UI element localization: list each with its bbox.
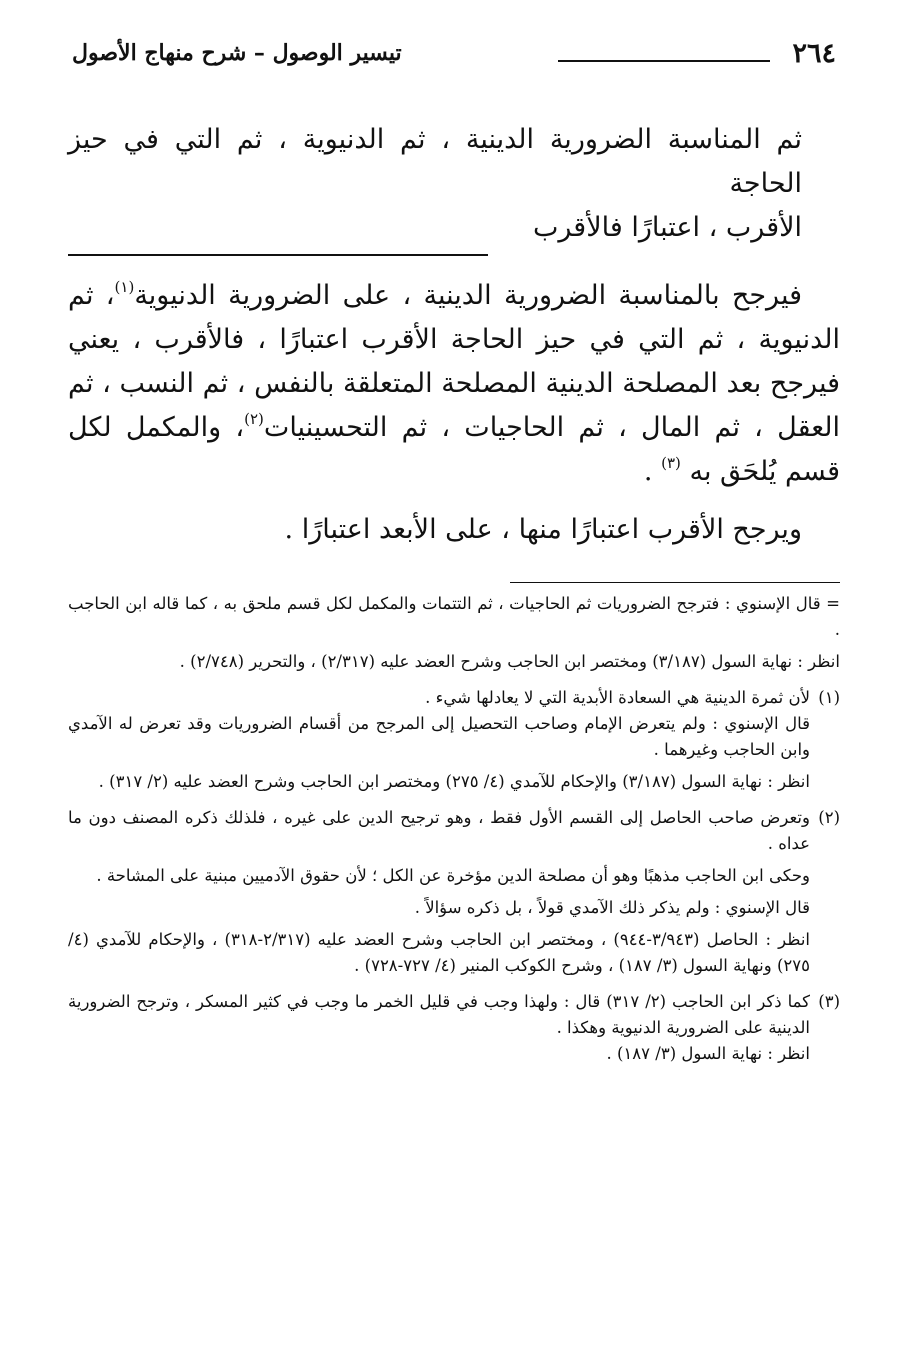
main-paragraph — [68, 274, 840, 494]
footnote-line: انظر : نهاية السول (٣/ ١٨٧) . — [606, 1044, 810, 1063]
footnote-line: قال الإسنوي : ولم يذكر ذلك الآمدي قولاً ، بل ذكره سؤالاً . — [414, 898, 810, 917]
heading-line-2: الأقرب ، اعتبارًا فالأقرب — [532, 212, 802, 243]
heading-underline — [68, 254, 488, 256]
footnote-line: انظر : الحاصل (٣/٩٤٣-٩٤٤) ، ومختصر ابن الحاجب وشرح العضد عليه (٢/٣١٧-٣١٨) ، والإحكام للآمدي (٤/ ٢٧٥) ونهاية السول (٣/ ١٨٧) ، وشرح الكوكب المنير (٤/ ٧٢٧-٧٢٨) . — [68, 930, 810, 975]
paragraph-text-c: ، والمكمل لكل قسم يُلحَق به — [68, 412, 840, 487]
footnote-line: انظر : نهاية السول (٣/١٨٧) والإحكام للآمدي (٤/ ٢٧٥) ومختصر ابن الحاجب وشرح العضد عليه (٢/ ٣١٧) . — [98, 772, 810, 791]
footnote-line: وتعرض صاحب الحاصل إلى القسم الأول فقط ، وهو ترجيح الدين على غيره ، فلذلك ذكره المصنف دون ما عداه . — [68, 808, 810, 853]
page-header — [68, 34, 840, 74]
paragraph-text-b: ، ثم الدنيوية ، ثم التي في حيز الحاجة الأقرب اعتبارًا ، فالأقرب ، يعني فيرجح بعد المصلحة الدينية المصلحة المتعلقة بالنفس ، ثم النسب ، ثم العقل ، ثم المال ، ثم الحاجيات ، ثم التحسينيات — [68, 280, 840, 443]
footnote-number: (١) — [818, 688, 840, 707]
footnote-line: وحكى ابن الحاجب مذهبًا وهو أن مصلحة الدين مؤخرة عن الكل ؛ لأن حقوق الآدميين مبنية على المشاحة . — [96, 866, 810, 885]
footnote-number: (٣) — [818, 992, 840, 1011]
paragraph-text-d: . — [643, 456, 653, 487]
header-rule — [558, 60, 770, 62]
footnotes — [68, 591, 840, 1067]
book-page — [68, 34, 840, 1067]
second-paragraph: ويرجح الأقرب اعتبارًا منها ، على الأبعد اعتبارًا . — [284, 514, 802, 545]
heading-line-1: ثم المناسبة الضرورية الدينية ، ثم الدنيوية ، ثم التي في حيز الحاجة — [68, 124, 802, 199]
footnote-number: (٢) — [818, 808, 840, 827]
footnote-ref-1: (١) — [114, 278, 135, 296]
footnote-line: لأن ثمرة الدينية هي السعادة الأبدية التي لا يعادلها شيء . — [425, 688, 810, 707]
footnote-2 — [68, 805, 840, 979]
footnote-line: = قال الإسنوي : فترجح الضروريات ثم الحاجيات ، ثم التتمات والمكمل لكل قسم ملحق به ، كما قاله ابن الحاجب . — [68, 594, 840, 639]
footnote-ref-2: (٢) — [244, 410, 264, 428]
footnote-separator — [510, 582, 840, 583]
section-heading — [68, 118, 840, 256]
running-title: تيسير الوصول – شرح منهاج الأصول — [72, 40, 402, 66]
footnote-continued — [68, 591, 840, 675]
footnote-line: قال الإسنوي : ولم يتعرض الإمام وصاحب التحصيل إلى المرجح من أقسام الضروريات وقد تعرض له الآمدي وابن الحاجب وغيرهما . — [68, 714, 810, 759]
footnote-line: انظر : نهاية السول (٣/١٨٧) ومختصر ابن الحاجب وشرح العضد عليه (٢/٣١٧) ، والتحرير (٢/٧٤٨) . — [179, 652, 840, 671]
paragraph-text-a: فيرجح بالمناسبة الضرورية الدينية ، على الضرورية الدنيوية — [134, 280, 803, 311]
footnote-3 — [68, 989, 840, 1067]
page-number: ٢٦٤ — [792, 38, 836, 69]
footnote-ref-3: (٣) — [661, 454, 681, 472]
footnote-1 — [68, 685, 840, 795]
footnote-line: كما ذكر ابن الحاجب (٢/ ٣١٧) قال : ولهذا وجب في قليل الخمر ما وجب في كثير المسكر ، وترجح الضرورية الدينية على الضرورية الدنيوية وهكذا . — [68, 992, 810, 1037]
